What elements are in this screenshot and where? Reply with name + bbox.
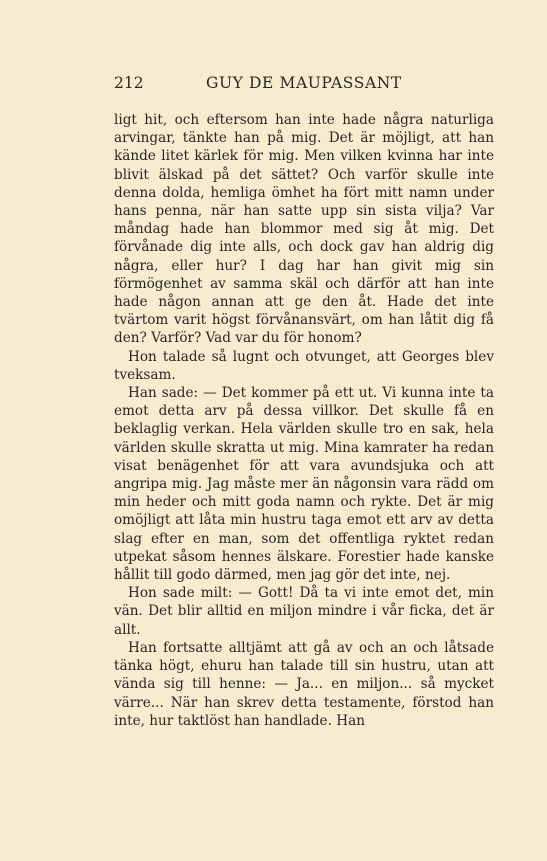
paragraph: Hon sade milt: — Gott! Då ta vi inte emot det, min vän. Det blir alltid en miljon mindre i vår ficka, det är allt. [114,585,494,638]
body-text [114,111,494,730]
paragraph: ligt hit, och eftersom han inte hade några naturliga arvingar, tänkte han på mig. Det är möjligt, att han kände litet kärlek för mig. Men vilken kvinna har inte blivit älskad på det sättet? Och varför skulle inte denna dolda, hemliga ömhet ha fört mitt namn under hans penna, när han satte upp sin sista vilja? Var måndag hade han blommor med sig åt mig. Det förvånade dig inte alls, och dock gav han aldrig dig några, eller hur? I dag har han givit mig sin förmögenhet av samma skäl och därför att han inte hade någon annan att ge den åt. Hade det inte tvärtom varit högst förvånansvärt, om han låtit dig få den? Varför? Vad var du för honom? [114,112,494,347]
paragraph: Hon talade så lugnt och otvunget, att Georges blev tveksam. [114,348,494,383]
page-number: 212 [114,74,144,92]
paragraph: Han sade: — Det kommer på ett ut. Vi kunna inte ta emot detta arv på dessa villkor. Det skulle få en beklaglig verkan. Hela världen skulle tro en sak, hela världen skulle skratta ut mig. Mina kamrater ha redan visat benägenhet för att vara avundsjuka och att angripa mig. Jag måste mer än någonsin vara rädd om min heder och mitt goda namn och rykte. Det är mig omöjligt att låta min hustru taga emot ett arv av detta slag efter en man, som det offentliga ryktet redan utpekat såsom hennes älskare. Forestier hade kanske hållit till godo därmed, men jag gör det inte, nej. [114,385,494,584]
running-head: GUY DE MAUPASSANT [206,74,402,92]
page-header [114,74,494,96]
paragraph: Han fortsatte alltjämt att gå av och an och låtsade tänka högt, ehuru han talade till sin hustru, utan att vända sig till henne: — Ja... en miljon... så mycket värre... När han skrev detta testamente, förstod han inte, hur taktlöst han handlade. Han [114,639,494,729]
